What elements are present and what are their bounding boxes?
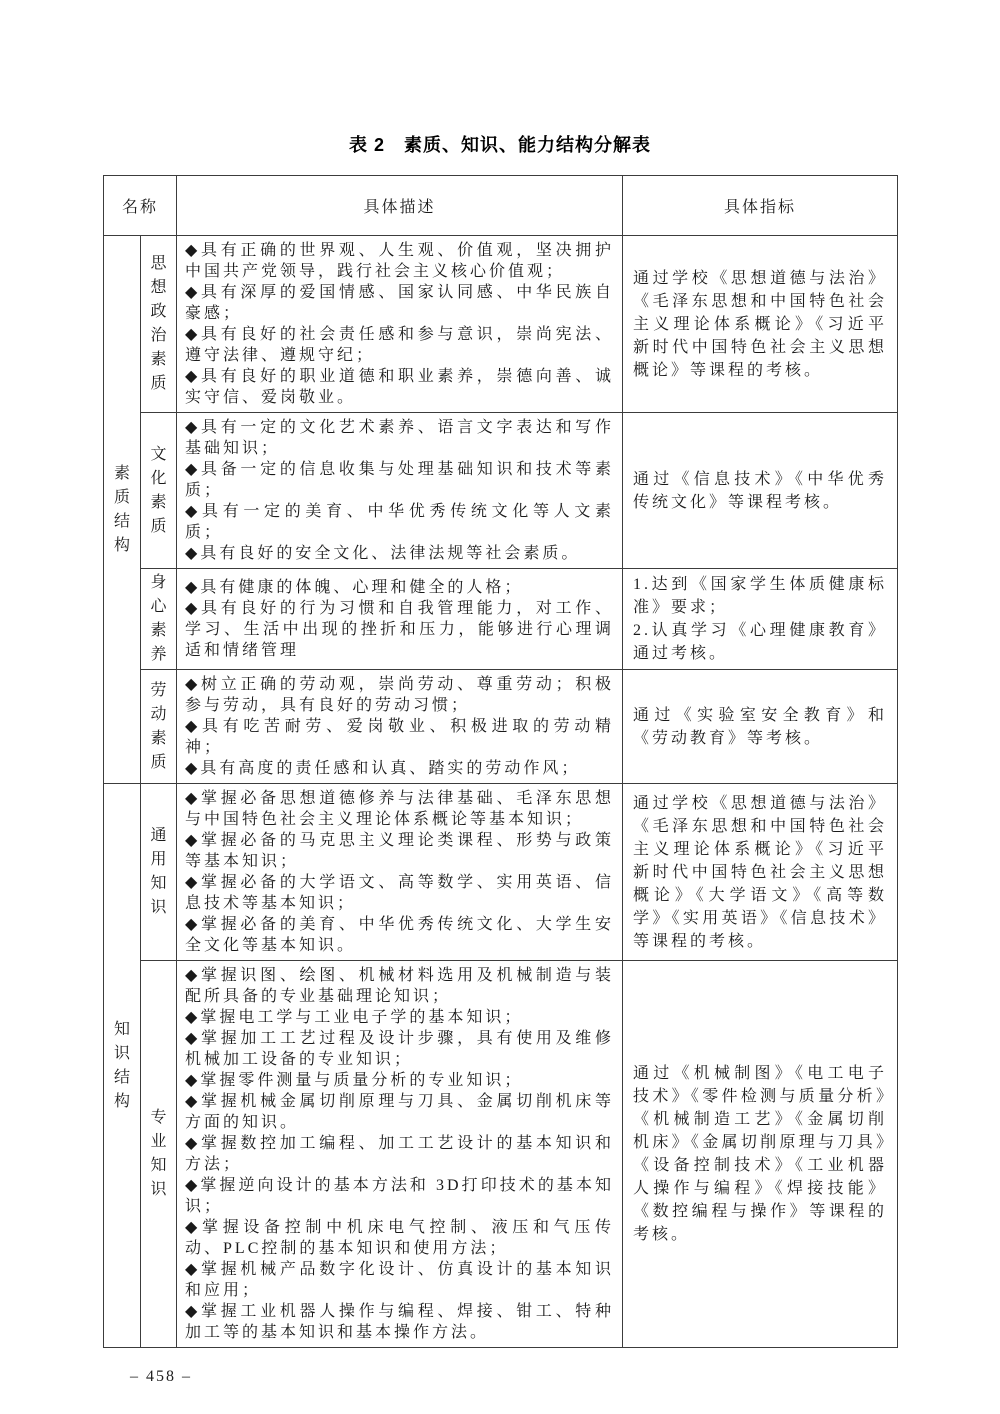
category-label: 专业知识 [150,1109,167,1198]
indicator-cell [623,236,898,413]
group-quality-structure [104,236,141,784]
description-item: ◆具有一定的文化艺术素养、语言文字表达和写作基础知识； [185,419,615,457]
description-item: ◆掌握数控加工编程、加工工艺设计的基本知识和方法； [185,1135,615,1173]
table-header-row [104,176,898,236]
description-item: ◆掌握逆向设计的基本方法和 3D打印技术的基本知识； [185,1177,615,1215]
category-ideological-political [141,236,177,413]
category-professional-knowledge [141,961,177,1348]
description-item: ◆掌握加工工艺过程及设计步骤，具有使用及维修机械加工设备的专业知识； [185,1030,615,1068]
description-cell [177,961,623,1348]
description-item: ◆具有吃苦耐劳、爱岗敬业、积极进取的劳动精神； [185,718,615,756]
description-cell [177,784,623,961]
category-physical-mental [141,569,177,670]
description-item: ◆掌握零件测量与质量分析的专业知识； [185,1072,524,1089]
description-item: ◆具有良好的行为习惯和自我管理能力，对工作、学习、生活中出现的挫折和压力，能够进行心理调适和情绪管理 [185,600,615,659]
row-labor-quality [104,670,898,784]
category-label: 通用知识 [150,827,167,916]
table-title: 表 2 素质、知识、能力结构分解表 [348,135,651,155]
description-item: ◆具有良好的社会责任感和参与意识，崇尚宪法、遵守法律、遵规守纪； [185,326,615,364]
category-general-knowledge [141,784,177,961]
description-item: ◆具有高度的责任感和认真、踏实的劳动作风； [185,760,581,777]
indicator-cell [623,569,898,670]
row-physical-mental [104,569,898,670]
description-cell [177,670,623,784]
description-cell [177,569,623,670]
description-item: ◆掌握工业机器人操作与编程、焊接、钳工、特种加工等的基本知识和基本操作方法。 [185,1303,615,1341]
description-item: ◆树立正确的劳动观，崇尚劳动、尊重劳动；积极参与劳动，具有良好的劳动习惯； [185,676,615,714]
group-label: 知识结构 [113,1020,130,1110]
description-item: ◆掌握机械产品数字化设计、仿真设计的基本知识和应用； [185,1261,615,1299]
description-item: ◆掌握必备的大学语文、高等数学、实用英语、信息技术等基本知识； [185,874,615,912]
indicator-cell [623,413,898,569]
indicator-cell [623,784,898,961]
category-cultural-quality [141,413,177,569]
category-labor-quality [141,670,177,784]
structure-table [103,175,898,1348]
description-item: ◆具备一定的信息收集与处理基础知识和技术等素质； [185,461,615,499]
description-item: ◆掌握电工学与工业电子学的基本知识； [185,1009,524,1026]
indicator-text: 通过学校《思想道德与法治》《毛泽东思想和中国特色社会主义理论体系概论》《习近平新时代中国特色社会主义思想概论》《大学语文》《高等数学》《实用英语》《信息技术》等课程的考核。 [633,794,888,950]
indicator-text: 2.认真学习《心理健康教育》通过考核。 [633,622,888,662]
description-item: ◆掌握机械金属切削原理与刀具、金属切削机床等方面的知识。 [185,1093,615,1131]
header-indicator: 具体指标 [623,176,898,236]
indicator-text: 通过《机械制图》《电工电子技术》《零件检测与质量分析》《机械制造工艺》《金属切削机床》《金属切削原理与刀具》《设备控制技术》《工业机器人操作与编程》《焊接技能》《数控编程与操作》等课程的考核。 [633,1065,888,1243]
page-number: – 458 – [130,1368,192,1385]
header-description: 具体描述 [177,176,623,236]
description-item: ◆具有正确的世界观、人生观、价值观，坚决拥护中国共产党领导，践行社会主义核心价值观； [185,242,615,280]
description-item: ◆具有深厚的爱国情感、国家认同感、中华民族自豪感； [185,284,615,322]
group-label: 素质结构 [113,464,130,554]
description-item: ◆具有良好的安全文化、法律法规等社会素质。 [185,545,581,562]
indicator-text: 1.达到《国家学生体质健康标准》要求； [633,576,888,616]
header-name: 名称 [104,176,177,236]
row-ideological-political [104,236,898,413]
description-item: ◆具有良好的职业道德和职业素养，崇德向善、诚实守信、爱岗敬业。 [185,368,615,406]
description-item: ◆掌握必备思想道德修养与法律基础、毛泽东思想与中国特色社会主义理论体系概论等基本知识； [185,790,615,828]
description-item: ◆掌握设备控制中机床电气控制、液压和气压传动、PLC控制的基本知识和使用方法； [185,1219,615,1257]
description-cell [177,236,623,413]
group-knowledge-structure [104,784,141,1348]
description-item: ◆掌握必备的马克思主义理论类课程、形势与政策等基本知识； [185,832,615,870]
description-item: ◆掌握必备的美育、中华优秀传统文化、大学生安全文化等基本知识。 [185,916,615,954]
indicator-cell [623,670,898,784]
row-cultural-quality [104,413,898,569]
category-label: 思想政治素质 [150,255,167,392]
description-item: ◆掌握识图、绘图、机械材料选用及机械制造与装配所具备的专业基础理论知识； [185,967,615,1005]
indicator-text: 通过学校《思想道德与法治》《毛泽东思想和中国特色社会主义理论体系概论》《习近平新时代中国特色社会主义思想概论》等课程的考核。 [633,269,888,379]
description-item: ◆具有健康的体魄、心理和健全的人格； [185,579,524,596]
indicator-text: 通过《实验室安全教育》和《劳动教育》等考核。 [633,706,888,747]
category-label: 文化素质 [150,445,167,535]
category-label: 身心素养 [150,574,167,663]
row-general-knowledge [104,784,898,961]
description-cell [177,413,623,569]
description-item: ◆具有一定的美育、中华优秀传统文化等人文素质； [185,503,615,541]
row-professional-knowledge [104,961,898,1348]
indicator-cell [623,961,898,1348]
indicator-text: 通过《信息技术》《中华优秀传统文化》等课程考核。 [633,470,888,511]
category-label: 劳动素质 [150,681,167,771]
